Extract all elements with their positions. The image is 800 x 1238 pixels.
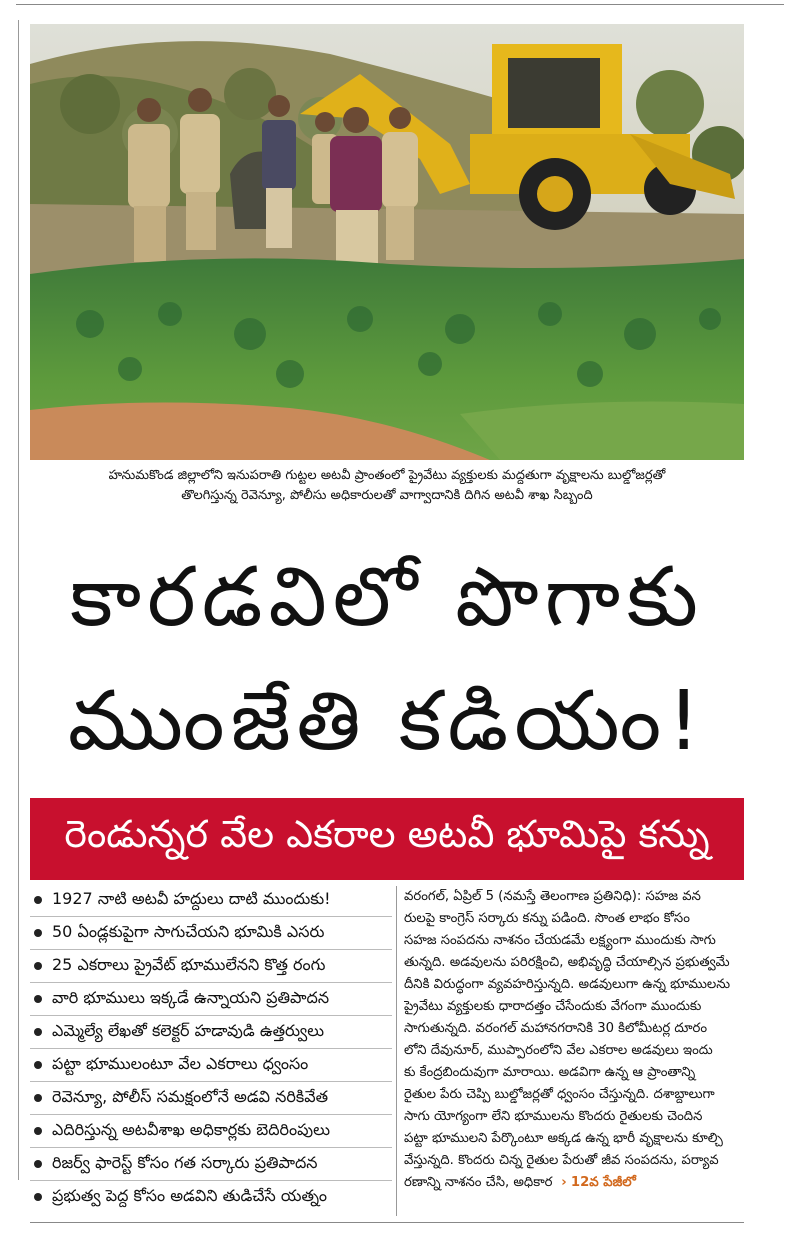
bullet-text: 1927 నాటి అటవీ హద్దులు దాటి ముందుకు! [52,888,331,908]
bullet-dot-icon [34,1127,42,1135]
bullet-item [30,1181,392,1213]
article-line: రణాన్ని నాశనం చేసి, అధికార [404,1175,553,1190]
bullet-dot-icon [34,995,42,1003]
bullet-dot-icon [34,896,42,904]
caption-line-1: హనుమకొండ జిల్లాలోని ఇనుపరాతి గుట్టల అటవీ ప్రాంతంలో ప్రైవేటు వ్యక్తులకు మద్దతుగా వృక్షాలను బుల్డోజర్లతో [108,468,666,483]
bullet-text: రెవెన్యూ, పోలీస్ సమక్షంలోనే అడవి నరికివేత [52,1086,329,1106]
article-line: దీనికి విరుద్ధంగా వ్యవహరిస్తున్నది. అడవులుగా ఉన్న భూములను [404,977,731,992]
headline-line-1: కారడవిలో పొగాకు [70,550,704,645]
headline [30,544,744,776]
article-last-line [404,1172,744,1194]
bullet-text: ఎదిరిస్తున్న అటవీశాఖ అధికార్లకు బెదిరింపులు [52,1119,330,1139]
bottom-rule [30,1222,744,1223]
headline-line-2: ముంజేతి కడియం! [67,674,707,769]
article-line: తున్నది. అడవులను పరిరక్షించి, అభివృద్ధి చేయాల్సిన ప్రభుత్వమే [404,955,730,970]
bullet-item [30,1016,392,1049]
bullet-list [30,884,392,1213]
continue-arrow-icon: › [556,1175,567,1190]
article-line: లోని దేవునూర్, ముప్పారంలోని వేల ఎకరాల అడవులు ఇందు [404,1043,713,1058]
photo-caption [30,466,744,506]
bullet-item [30,1082,392,1115]
bullet-item [30,917,392,950]
article-line: ప్రైవేటు వ్యక్తులకు ధారాదత్తం చేసేందుకు వేగంగా ముందుకు [404,999,702,1014]
bullet-text: ప్రభుత్వ పెద్ద కోసం అడవిని తుడిచేసే యత్నం [52,1185,327,1205]
bullet-dot-icon [34,1160,42,1168]
bullet-text: 50 ఏండ్లకుపైగా సాగుచేయని భూమికి ఎసరు [52,921,325,941]
bullet-dot-icon [34,1193,42,1201]
bullet-text: ఎమ్మెల్యే లేఖతో కలెక్టర్ హడావుడి ఉత్తర్వులు [52,1020,325,1040]
bullet-item [30,884,392,917]
top-rule [16,4,784,5]
bullet-item [30,950,392,983]
article-line: వరంగల్, ఏప్రిల్ 5 (నమస్తే తెలంగాణ ప్రతినిధి): సహజ వన [404,889,701,904]
continue-link[interactable]: 12వ పేజీలో [570,1175,636,1190]
left-margin-rule [18,20,19,1180]
article-line: పట్టా భూములని పేర్కొంటూ అక్కడ ఉన్న భారీ వృక్షాలను కూల్చి [404,1131,723,1146]
column-divider [396,886,397,1216]
bullet-dot-icon [34,1061,42,1069]
bullet-dot-icon [34,929,42,937]
subheadline-text: రెండున్నర వేల ఎకరాల అటవీ భూమిపై కన్ను [64,812,710,856]
article-line: రైతుల పేరు చెప్పి బుల్డోజర్లతో ధ్వంసం చేస్తున్నది. దశాబ్దాలుగా [404,1087,715,1102]
news-photo [30,24,744,460]
bullet-text: పట్టా భూములంటూ వేల ఎకరాలు ధ్వంసం [52,1053,309,1073]
article-line: కు కేంద్రబిందువుగా మారాయి. అడవిగా ఉన్న ఆ ప్రాంతాన్ని [404,1065,696,1080]
subheadline-banner [30,798,744,880]
bullet-dot-icon [34,1028,42,1036]
bullet-dot-icon [34,962,42,970]
article-body [404,886,744,1194]
caption-line-2: తొలగిస్తున్న రెవెన్యూ, పోలీసు అధికారులతో వాగ్వాదానికి దిగిన అటవీ శాఖ సిబ్బంది [181,488,593,503]
bullet-text: 25 ఎకరాలు ప్రైవేట్ భూములేనని కొత్త రంగు [52,954,326,974]
bullet-item [30,1115,392,1148]
bullet-dot-icon [34,1094,42,1102]
article-line: సాగుతున్నది. వరంగల్ మహానగరానికి 30 కిలోమీటర్ల దూరం [404,1021,708,1036]
photo-forest-jcb-icon [30,24,744,460]
article-line: రులపై కాంగ్రెస్ సర్కారు కన్ను పడింది. సొంత లాభం కోసం [404,911,690,926]
bullet-item [30,1049,392,1082]
bullet-text: రిజర్వ్ ఫారెస్ట్ కోసం గత సర్కారు ప్రతిపాదన [52,1152,318,1172]
bullet-item [30,1148,392,1181]
bullet-item [30,983,392,1016]
article-line: వేస్తున్నది. కొందరు చిన్న రైతుల పేరుతో జీవ సంపదను, పర్యావ [404,1153,719,1168]
article-line: సాగు యోగ్యంగా లేని భూములను కొందరు రైతులకు చెందిన [404,1109,703,1124]
bullet-text: వారి భూములు ఇక్కడే ఉన్నాయని ప్రతిపాదన [52,987,330,1007]
article-line: సహజ సంపదను నాశనం చేయడమే లక్ష్యంగా ముందుకు సాగు [404,933,716,948]
